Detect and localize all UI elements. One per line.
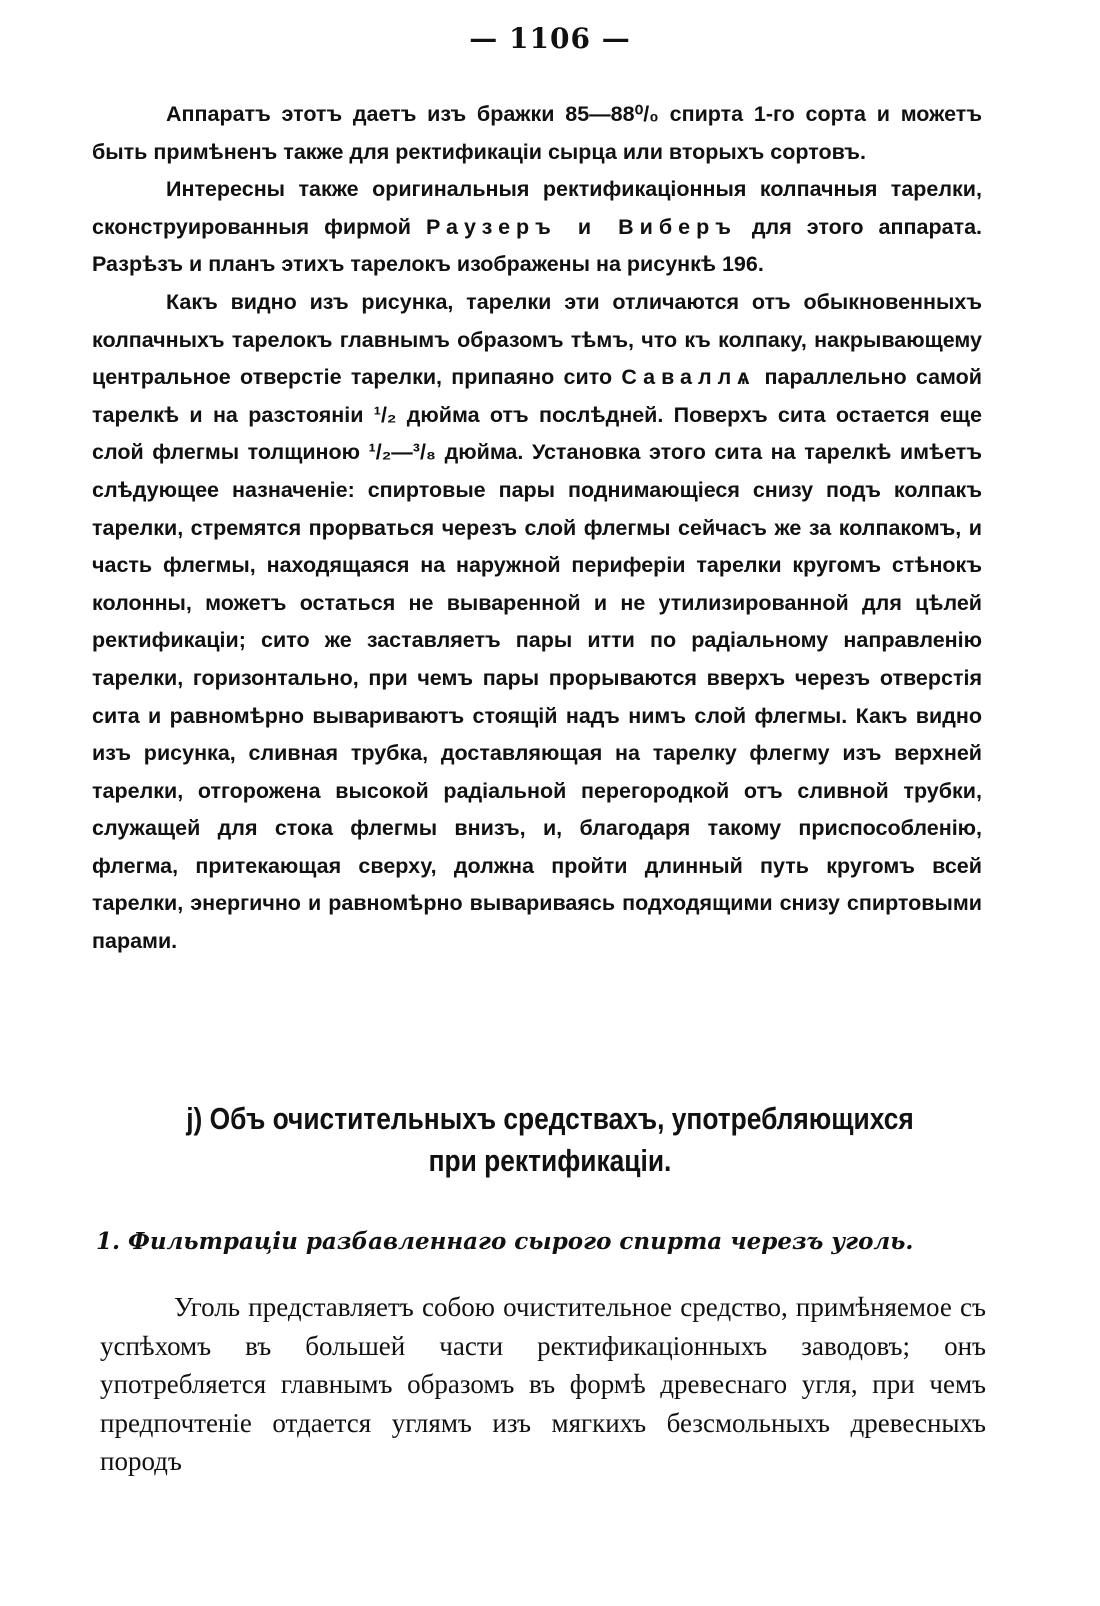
paragraph-charcoal: Уголь представляетъ собою очистительное средство, примѣняемое съ успѣхомъ въ большей части ректификацiонныхъ заводовъ; онъ употребляется главнымъ образомъ въ формѣ древеснаго угля, при чемъ предпочтенiе отдается углямъ изъ мягкихъ безсмольныхъ древесныхъ породъ: [100, 1292, 986, 1476]
paragraph-bubble-cap-trays: [92, 171, 982, 284]
paragraph-text-part: для этого аппарата. Разрѣзъ и планъ этихъ тарелокъ изображены на рисункѣ 196.: [92, 214, 982, 277]
section-heading: j) Объ очистительныхъ средствахъ, употребляющихся при ректификацiи.: [186, 1101, 914, 1178]
main-text-block: [92, 96, 982, 961]
paragraph-apparatus-output: [92, 96, 982, 171]
sieve-name-spaced: Саваллѧ: [621, 365, 756, 390]
paragraph-tray-description: [92, 284, 982, 961]
paragraph-text-part: Какъ видно изъ рисунка, тарелки эти отличаются отъ обыкновенныхъ колпачныхъ тарелокъ главнымъ образомъ тѣмъ, что къ колпаку, накрывающему центральное отверстiе тарелки, припаяно сито: [92, 289, 982, 390]
paragraph-text: Аппаратъ этотъ даетъ изъ бражки 85—88⁰/₀ спирта 1-го сорта и можетъ быть примѣненъ также для ректификацiи сырца или вторыхъ сортовъ.: [92, 102, 982, 164]
subsection-heading: 1. Фильтрацiи разбавленнаго сырого спирта черезъ уголь.: [96, 1228, 914, 1255]
charcoal-text-block: [100, 1288, 986, 1481]
page-number: — 1106 —: [469, 22, 631, 55]
paragraph-text-part: параллельно самой тарелкѣ и на разстоянiи ¹/₂ дюйма отъ послѣдней. Поверхъ сита остается еще слой флегмы толщиною ¹/₂—³/₈ дюйма. Установка этого сита на тарелкѣ имѣетъ слѣдующее назначенiе: спиртовые пары поднимающiеся снизу подъ колпакъ тарелки, стремятся прорваться черезъ слой флегмы сейчасъ же за колпакомъ, и часть флегмы, находящаяся на наружной периферiи тарелки кругомъ стѣнокъ колонны, можетъ остаться не вываренной и не утилизированной для цѣлей ректификацiи; сито же заставляетъ пары итти по радiальному направленiю тарелки, горизонтально, при чемъ пары прорываются вверхъ черезъ отверстiя сита и равномѣрно вывариваютъ стоящiй надъ нимъ слой флегмы. Какъ видно изъ рисунка, сливная трубка, доставляющая на тарелку флегму изъ верхней тарелки, отгорожена высокой радiальной перегородкой отъ сливной трубки, служащей для стока флегмы внизъ, и, благодаря такому приспособленiю, флегма, притекающая сверху, должна пройти длинный путь кругомъ всей тарелки, энергично и равномѣрно вывариваясь подходящими снизу спиртовыми парами.: [92, 365, 982, 954]
paragraph-text-part: Интересны также оригинальныя ректификацiонныя колпачныя тарелки, сконструированныя фирмой: [92, 177, 982, 239]
firm-name-spaced: Раузеръ и Виберъ: [425, 214, 737, 239]
